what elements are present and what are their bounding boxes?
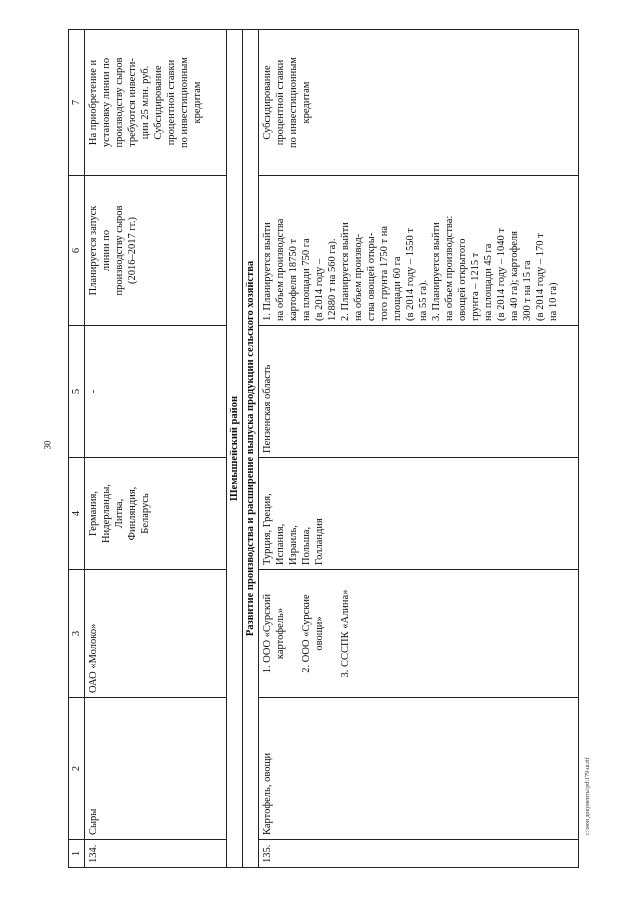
cell-line: (в 2014 году – 1550 т	[405, 227, 416, 321]
company-line: 1. ООО «Сурский	[262, 593, 273, 674]
cell-line: на объем производства	[275, 218, 286, 321]
cell-line: Финляндия,	[127, 486, 138, 541]
cell-line: Нидерланды,	[101, 484, 112, 543]
product-cell: Картофель, овощи	[259, 698, 579, 840]
section-heading-row	[243, 30, 259, 868]
cell-line: на 55 га).	[418, 279, 429, 321]
cell-line: Израиль,	[288, 525, 299, 565]
cell-line: кредитам	[301, 81, 312, 124]
company-line: 3. СССПК «Алина»	[340, 589, 351, 678]
plans-cell	[259, 176, 579, 326]
countries-cell	[259, 458, 579, 570]
cell-line: на объем производ-	[353, 233, 364, 321]
section-heading: Развитие производства и расширение выпуска продукции сельского хозяйства	[243, 30, 259, 868]
cell-line: 2. Планируется выйти	[340, 222, 351, 321]
cell-line: по инвестиционным	[179, 57, 190, 148]
company-cell: ОАО «Молоко»	[85, 570, 227, 698]
cell-line: процентной ставки	[275, 59, 286, 146]
cell-line: Польша,	[301, 526, 312, 565]
cell-line: установку линии по	[101, 57, 112, 148]
footer-file-path: c:\мои документы\pd\179-ш.rtf	[585, 757, 591, 835]
cell-line: на площади 750 га	[301, 238, 312, 321]
cell-line: того грунта 1750 т на	[379, 225, 390, 321]
table-row-134	[85, 30, 227, 868]
cell-line: Испания,	[275, 523, 286, 565]
company-cell	[259, 570, 579, 698]
row-number: 135.	[259, 840, 579, 868]
cell-line: производству сыров	[114, 57, 125, 148]
cell-line: по инвестиционным	[288, 57, 299, 148]
column-number-row	[69, 30, 85, 868]
cell-line: площади 60 га	[392, 256, 403, 321]
table-frame	[68, 30, 588, 868]
page-number: 30	[42, 440, 53, 450]
cell-line: на 40 га); картофеля	[509, 231, 520, 321]
district-heading-row	[227, 30, 243, 868]
company-line: 2. ООО «Сурские	[301, 594, 312, 673]
cell-line: (2016–2017 гг.)	[127, 217, 138, 284]
column-number: 4	[69, 458, 85, 570]
cell-line: Голландия	[314, 518, 325, 565]
cell-line: Планируется запуск	[88, 205, 99, 296]
column-number: 1	[69, 840, 85, 868]
cell-line: Субсидирование	[262, 65, 273, 140]
cell-line: ции 25 млн. руб.	[140, 65, 151, 140]
cell-line: 300 т на 15 га	[522, 260, 533, 321]
support-cell	[85, 30, 227, 176]
column-number: 7	[69, 30, 85, 176]
cell-line: на 10 га)	[548, 282, 559, 321]
product-cell: Сыры	[85, 698, 227, 840]
cell-line: линии по	[101, 229, 112, 272]
cell-line: 1. Планируется выйти	[262, 222, 273, 321]
cell-line: (в 2014 году –	[314, 258, 325, 321]
column-number: 3	[69, 570, 85, 698]
cell-line: На приобретение и	[88, 59, 99, 146]
cell-line: производству сыров	[114, 205, 125, 296]
countries-cell	[85, 458, 227, 570]
cell-line: процентной ставки	[166, 59, 177, 146]
spacer	[326, 574, 339, 693]
cell-line: ства овощей откры-	[366, 232, 377, 321]
column-number: 6	[69, 176, 85, 326]
cell-line: Субсидирование	[153, 65, 164, 140]
column-number: 2	[69, 698, 85, 840]
cell-line: овощей открытого	[457, 238, 468, 321]
cell-line: Литва,	[114, 498, 125, 529]
investment-projects-table	[68, 29, 579, 868]
cell-line: Беларусь	[140, 493, 151, 534]
cell-line: Германия,	[88, 491, 99, 536]
district-heading: Шемышейский район	[227, 30, 243, 868]
cell-line: (в 2014 году – 170 т	[535, 233, 546, 321]
spacer	[287, 574, 300, 693]
cell-line: 3. Планируется выйти	[431, 222, 442, 321]
cell-line: требуются инвести-	[127, 58, 138, 147]
cell-line: Турция, Греция,	[262, 493, 273, 565]
cell-line: картофеля 18750 т	[288, 238, 299, 321]
regions-cell: Пензенская область	[259, 326, 579, 458]
support-cell	[259, 30, 579, 176]
regions-cell: -	[85, 326, 227, 458]
column-number: 5	[69, 326, 85, 458]
row-number: 134.	[85, 840, 227, 868]
cell-line: на объем производства:	[444, 215, 455, 321]
cell-line: на площади 45 га	[483, 243, 494, 321]
company-line: овощи»	[314, 616, 325, 651]
cell-line: 12880 т на 560 га).	[327, 238, 338, 321]
cell-line: грунта – 1215 т	[470, 252, 481, 321]
cell-line: (в 2014 году – 1040 т	[496, 227, 507, 321]
company-line: картофель»	[275, 607, 286, 660]
table-row-135	[259, 30, 579, 868]
cell-line: кредитам	[192, 81, 203, 124]
plans-cell	[85, 176, 227, 326]
